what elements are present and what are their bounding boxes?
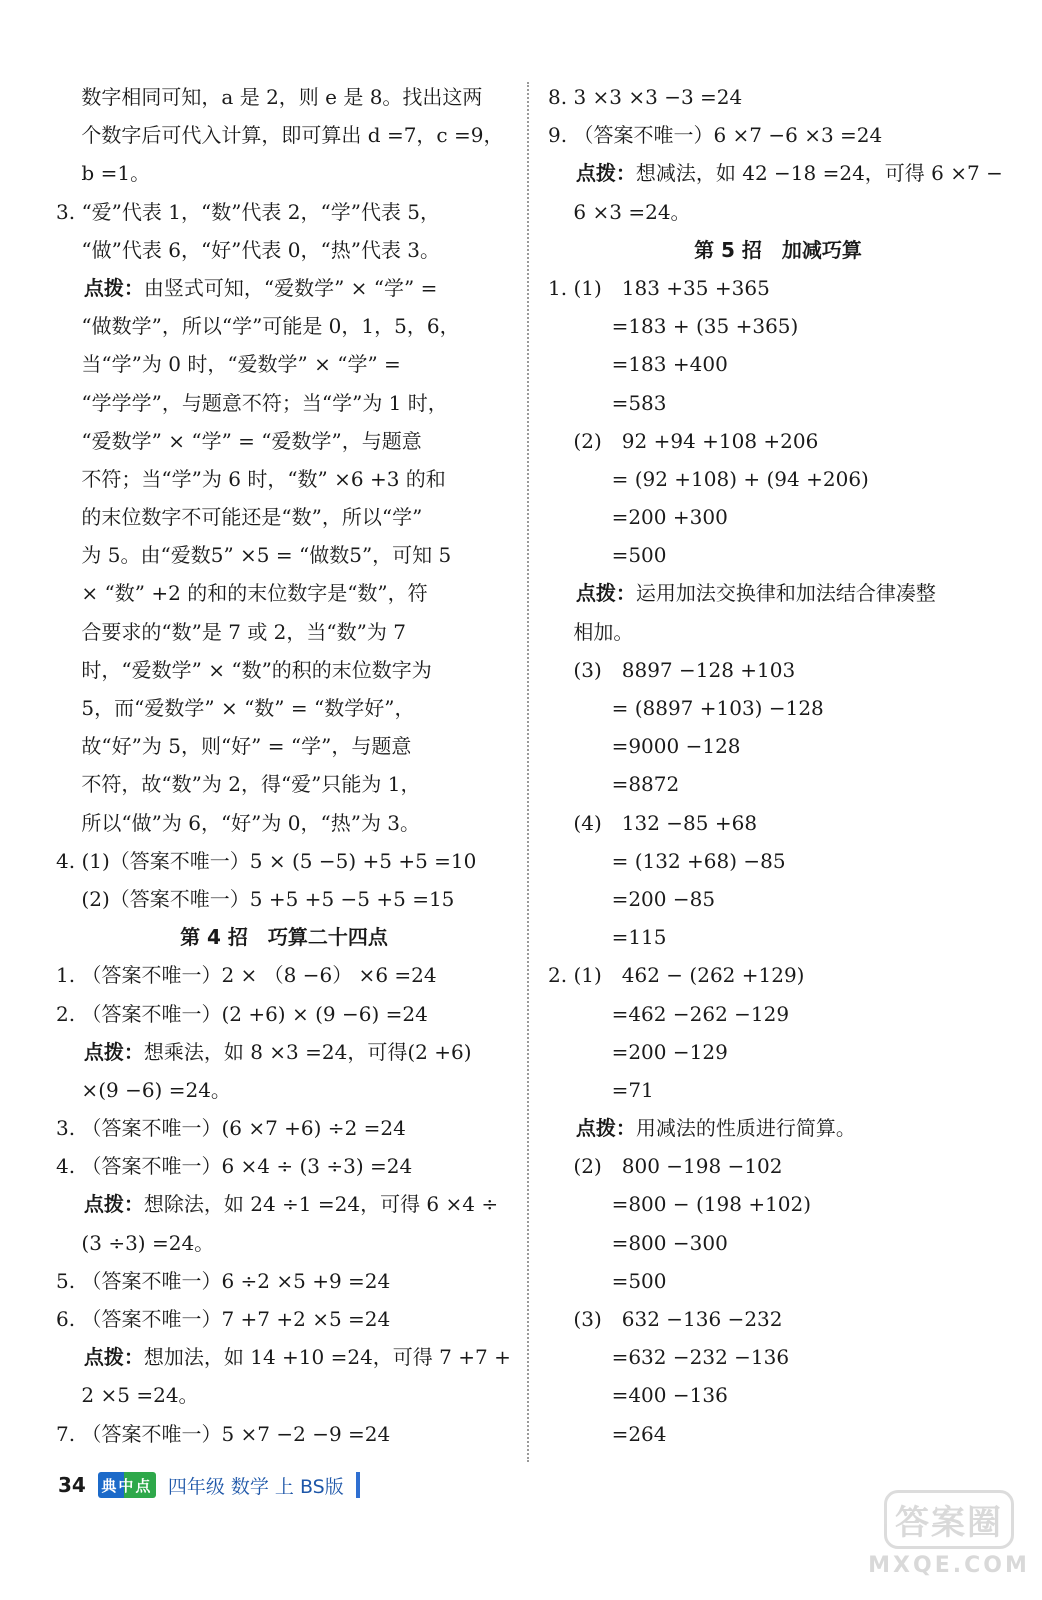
line-text: =9000 −128 <box>548 734 741 759</box>
text-line <box>56 880 512 918</box>
line-text: 想乘法，如 8 ×3 =24，可得(2 +6) <box>143 1039 472 1064</box>
line-text: =800 −300 <box>548 1230 728 1255</box>
line-text: =115 <box>548 925 667 950</box>
text-line <box>548 307 1008 345</box>
line-text: 当“学”为 0 时，“爱数学” × “学” = <box>56 352 401 377</box>
line-text: 2. (1) 462 − (262 +129) <box>548 963 805 988</box>
line-text: 故“好”为 5，则“好” = “学”，与题意 <box>56 734 412 759</box>
line-text: 由竖式可知，“爱数学” × “学” = <box>143 275 438 300</box>
text-line <box>548 1338 1008 1376</box>
line-text: 不符，故“数”为 2，得“爱”只能为 1， <box>56 772 421 797</box>
line-text: 合要求的“数”是 7 或 2，当“数”为 7 <box>56 619 406 644</box>
text-line <box>56 956 512 994</box>
text-line <box>548 1185 1008 1223</box>
text-line <box>548 842 1008 880</box>
line-text: 时，“爱数学” × “数”的积的末位数字为 <box>56 657 432 682</box>
line-text: 5. （答案不唯一）6 ÷2 ×5 +9 =24 <box>56 1268 391 1293</box>
line-text: 想加法，如 14 +10 =24，可得 7 +7 + <box>143 1345 511 1370</box>
line-text: 4. （答案不唯一）6 ×4 ÷ (3 ÷3) =24 <box>56 1154 413 1179</box>
text-line <box>548 536 1008 574</box>
line-text: =200 −85 <box>548 886 716 911</box>
watermark-sub: MXQE.COM <box>868 1553 1030 1578</box>
line-text: b =1。 <box>56 161 151 186</box>
line-text: 3. （答案不唯一）(6 ×7 +6) ÷2 =24 <box>56 1116 406 1141</box>
line-text: (3) 8897 −128 +103 <box>548 657 796 682</box>
watermark-logo <box>868 1486 1030 1582</box>
book-label: 四年级 数学 上 BS版 <box>167 1475 344 1498</box>
section-heading: 第 4 招 巧算二十四点 <box>180 925 388 950</box>
text-line <box>548 116 1008 154</box>
page-number: 34 <box>58 1473 86 1497</box>
line-text: =800 − (198 +102) <box>548 1192 812 1217</box>
line-text: =200 −129 <box>548 1039 728 1064</box>
hint-line <box>548 1109 1008 1147</box>
text-line <box>548 1224 1008 1262</box>
line-text: (3) 632 −136 −232 <box>548 1307 783 1331</box>
line-text: =264 <box>548 1421 667 1446</box>
line-text: =400 −136 <box>548 1383 728 1408</box>
text-line <box>56 154 512 192</box>
line-text: = (132 +68) −85 <box>548 848 786 873</box>
text-line <box>56 345 512 383</box>
line-text: “学学学”，与题意不符；当“学”为 1 时， <box>56 390 448 415</box>
text-line <box>56 689 512 727</box>
text-line <box>548 193 1008 231</box>
line-text: =183 + (35 +365) <box>548 314 799 339</box>
line-text: 不符；当“学”为 6 时，“数” ×6 +3 的和 <box>56 466 446 491</box>
text-line <box>56 116 512 154</box>
text-line <box>56 613 512 651</box>
text-line <box>548 727 1008 765</box>
line-text: =500 <box>548 543 667 568</box>
line-text: 3. “爱”代表 1，“数”代表 2，“学”代表 5， <box>56 199 441 224</box>
line-text: 6. （答案不唯一）7 +7 +2 ×5 =24 <box>56 1307 391 1331</box>
brand-logo: 典中点 <box>98 1472 156 1498</box>
line-text: (3 ÷3) =24。 <box>56 1230 215 1255</box>
line-text: =462 −262 −129 <box>548 1001 790 1026</box>
left-column <box>56 78 512 1453</box>
hint-keyword: 点拨： <box>56 275 144 300</box>
text-line <box>56 1415 512 1453</box>
line-text: (2)（答案不唯一）5 +5 +5 −5 +5 =15 <box>56 886 455 911</box>
hint-line <box>56 269 512 307</box>
line-text: 运用加法交换律和加法结合律凑整 <box>635 581 936 606</box>
line-text: 2. （答案不唯一）(2 +6) × (9 −6) =24 <box>56 1001 428 1026</box>
text-line <box>56 1262 512 1300</box>
text-line <box>56 765 512 803</box>
hint-line <box>56 1338 512 1376</box>
line-text: 1. （答案不唯一）2 × （8 −6） ×6 =24 <box>56 963 437 988</box>
text-line <box>548 1376 1008 1414</box>
line-text: =500 <box>548 1268 667 1293</box>
line-text: 相加。 <box>548 619 634 644</box>
line-text: 用减法的性质进行简算。 <box>635 1116 856 1141</box>
text-line <box>56 1147 512 1185</box>
line-text: =200 +300 <box>548 505 728 530</box>
line-text: 1. (1) 183 +35 +365 <box>548 275 770 300</box>
hint-keyword: 点拨： <box>56 1192 144 1217</box>
text-line <box>56 574 512 612</box>
text-line <box>56 231 512 269</box>
line-text: =71 <box>548 1077 654 1102</box>
line-text: “做”代表 6，“好”代表 0，“热”代表 3。 <box>56 237 441 262</box>
text-line <box>56 995 512 1033</box>
text-line <box>548 689 1008 727</box>
text-line <box>56 536 512 574</box>
line-text: (4) 132 −85 +68 <box>548 810 758 835</box>
text-line <box>548 918 1008 956</box>
text-line <box>548 765 1008 803</box>
line-text: “爱数学” × “学” = “爱数学”，与题意 <box>56 428 422 453</box>
text-line <box>56 727 512 765</box>
text-line <box>548 498 1008 536</box>
text-line <box>548 384 1008 422</box>
text-line <box>548 956 1008 994</box>
line-text: (2) 92 +94 +108 +206 <box>548 428 819 453</box>
line-text: =583 <box>548 390 667 415</box>
hint-keyword: 点拨： <box>548 581 636 606</box>
text-line <box>56 1224 512 1262</box>
hint-keyword: 点拨： <box>56 1039 144 1064</box>
line-text: =183 +400 <box>548 352 728 377</box>
text-line <box>56 804 512 842</box>
footer-accent-bar <box>356 1472 360 1498</box>
line-text: 6 ×3 =24。 <box>548 199 691 224</box>
hint-line <box>56 1033 512 1071</box>
text-line <box>548 1147 1008 1185</box>
text-line <box>56 498 512 536</box>
text-line <box>548 613 1008 651</box>
line-text: =8872 <box>548 772 680 797</box>
text-line <box>548 78 1008 116</box>
text-line <box>56 384 512 422</box>
hint-keyword: 点拨： <box>548 1116 636 1141</box>
line-text: 为 5。由“爱数5” ×5 = “做数5”，可知 5 <box>56 543 452 568</box>
text-line <box>548 995 1008 1033</box>
line-text: 2 ×5 =24。 <box>56 1383 199 1408</box>
text-line <box>56 307 512 345</box>
hint-line <box>548 574 1008 612</box>
line-text: 数字相同可知，a 是 2，则 e 是 8。找出这两 <box>56 85 483 109</box>
line-text: 想减法，如 42 −18 =24，可得 6 ×7 − <box>635 161 1003 186</box>
text-line <box>56 651 512 689</box>
line-text: 5，而“爱数学” × “数” = “数学好”， <box>56 696 415 720</box>
text-line <box>548 269 1008 307</box>
text-line <box>56 1376 512 1414</box>
text-line <box>56 1109 512 1147</box>
text-line <box>548 460 1008 498</box>
line-text: 7. （答案不唯一）5 ×7 −2 −9 =24 <box>56 1421 391 1446</box>
text-line <box>56 1300 512 1338</box>
hint-line <box>56 1185 512 1223</box>
line-text: 所以“做”为 6，“好”为 0，“热”为 3。 <box>56 810 421 835</box>
line-text: 9. （答案不唯一）6 ×7 −6 ×3 =24 <box>548 123 883 148</box>
watermark-main: 答案圈 <box>884 1490 1014 1549</box>
right-column <box>548 78 1008 1453</box>
column-divider <box>527 82 529 1462</box>
text-line <box>548 651 1008 689</box>
line-text: ×(9 −6) =24。 <box>56 1077 231 1102</box>
line-text: 8. 3 ×3 ×3 −3 =24 <box>548 85 743 109</box>
line-text: 4. (1)（答案不唯一）5 × (5 −5) +5 +5 =10 <box>56 848 477 873</box>
line-text: 想除法，如 24 ÷1 =24，可得 6 ×4 ÷ <box>143 1192 499 1217</box>
text-line <box>548 422 1008 460</box>
line-text: “做数学”，所以“学”可能是 0，1，5，6， <box>56 314 460 339</box>
text-line <box>56 422 512 460</box>
line-text: (2) 800 −198 −102 <box>548 1154 783 1179</box>
line-text: =632 −232 −136 <box>548 1345 790 1370</box>
hint-keyword: 点拨： <box>56 1345 144 1370</box>
line-text: 的末位数字不可能还是“数”，所以“学” <box>56 505 423 530</box>
text-line <box>548 804 1008 842</box>
page-footer <box>58 1465 360 1505</box>
text-line <box>56 1071 512 1109</box>
line-text: = (8897 +103) −128 <box>548 696 824 720</box>
line-text: = (92 +108) + (94 +206) <box>548 466 869 491</box>
text-line <box>548 1415 1008 1453</box>
section-heading: 第 5 招 加减巧算 <box>694 237 862 262</box>
text-line <box>56 78 512 116</box>
hint-keyword: 点拨： <box>548 161 636 186</box>
text-line <box>548 1033 1008 1071</box>
hint-line <box>548 154 1008 192</box>
text-line <box>548 1071 1008 1109</box>
text-line <box>548 880 1008 918</box>
text-line <box>548 1300 1008 1338</box>
text-line <box>56 460 512 498</box>
text-line <box>548 345 1008 383</box>
text-line <box>56 842 512 880</box>
line-text: 个数字后可代入计算，即可算出 d =7，c =9， <box>56 123 504 148</box>
line-text: × “数” +2 的和的末位数字是“数”，符 <box>56 581 428 606</box>
text-line <box>548 1262 1008 1300</box>
text-line <box>56 193 512 231</box>
